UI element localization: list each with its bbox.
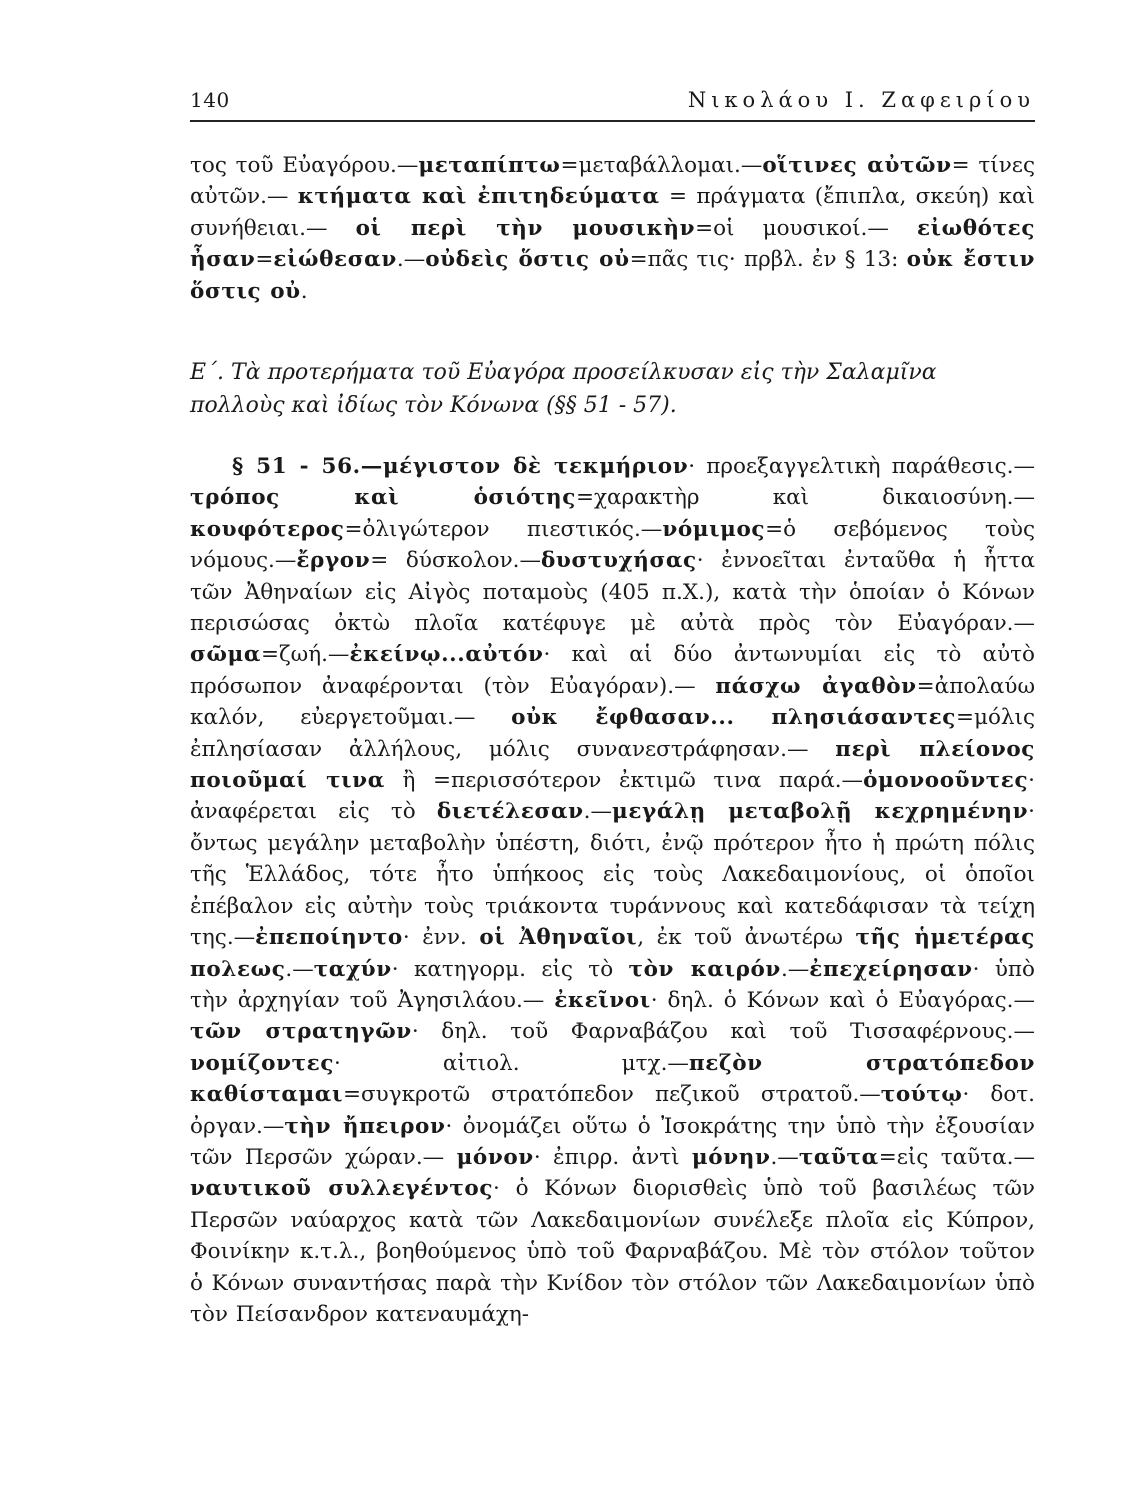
- gloss-text: =χαρακτὴρ καὶ δικαιοσύνη.—: [575, 485, 1035, 511]
- gloss-text: = τίνες αὐτῶν.—: [190, 153, 1035, 210]
- lemma-term: οἱ περὶ τὴν μουσικὴν: [355, 215, 696, 241]
- lemma-term: ἐπεχείρησαν: [809, 956, 973, 982]
- gloss-text: · δοτ. ὀργαν.—: [190, 1082, 1035, 1139]
- lemma-term: διετέλεσαν: [436, 799, 584, 825]
- lemma-term: σῶμα: [190, 642, 262, 668]
- commentary-paragraph-1: [190, 150, 1035, 307]
- lemma-term: τὴν ἤπειρον: [284, 1113, 446, 1139]
- gloss-text: · ὑπὸ τὴν ἀρχηγίαν τοῦ Ἀγησιλάου.—: [190, 956, 1035, 1013]
- gloss-text: · ἐπιρρ. ἀντὶ: [533, 1144, 692, 1170]
- gloss-text: =οἱ μουσικοί.—: [695, 215, 917, 241]
- gloss-text: .: [300, 278, 308, 304]
- gloss-text: =ὀλιγώτερον πιεστικός.—: [344, 516, 663, 542]
- lemma-term: ἐκείνῳ...αὐτόν: [349, 642, 544, 668]
- gloss-text: =πᾶς τις· πρβλ. ἐν § 13:: [629, 247, 907, 273]
- lemma-term: ταῦτα: [798, 1144, 879, 1170]
- gloss-text: · ἀναφέρεται εἰς τὸ: [190, 768, 1035, 825]
- section-title: Ε΄. Τὰ προτερήματα τοῦ Εὐαγόρα προσείλκυσαν εἰς τὴν Σαλαμῖνα πολλοὺς καὶ ἰδίως τὸν Κόνωνα (§§ 51 - 57).: [190, 360, 937, 418]
- lemma-term: οὐδεὶς ὅστις οὐ: [425, 247, 630, 273]
- lemma-term: ὁμονοοῦντες: [863, 768, 1029, 794]
- lemma-term: κουφότερος: [190, 516, 345, 542]
- lemma-term: τῆς ἡμετέρας πολεως: [190, 925, 1035, 982]
- gloss-text: · ὄντως μεγάλην μεταβολὴν ὑπέστη, διότι, ἐνῷ πρότερον ἦτο ἡ πρώτη πόλις τῆς Ἑλλάδος, τότε ἦτο ὑπήκοος εἰς τοὺς Λακεδαιμονίους, οἱ ὁποῖοι ἐπέβαλον εἰς αὐτὴν τοὺς τριάκοντα τυράννους καὶ κατεδάφισαν τὰ τείχη της.—: [190, 799, 1036, 951]
- lemma-term: μεταπίπτω: [418, 153, 561, 178]
- lemma-term: πεζὸν στρατόπεδον καθίσταμαι: [190, 1050, 1035, 1108]
- gloss-text: · ἐννοεῖται ἐνταῦθα ἡ ἧττα τῶν Ἀθηναίων εἰς Αἰγὸς ποταμοὺς (405 π.Χ.), κατὰ τὴν ὁποίαν ὁ Κόνων περισώσας ὀκτὼ πλοῖα κατέφυγε μὲ αὐτὰ πρὸς τὸν Εὐαγόραν.—: [190, 548, 1036, 637]
- lemma-term: νόμιμος: [662, 516, 766, 542]
- gloss-text: =ὁ σεβόμενος τοὺς νόμους.—: [190, 516, 1036, 574]
- commentary-block-1: [190, 150, 1035, 307]
- gloss-text: · δηλ. τοῦ Φαρναβάζου καὶ τοῦ Τισσαφέρνους.—: [411, 1019, 1035, 1045]
- lemma-term: ταχύν: [313, 956, 392, 982]
- gloss-text: · ἐνν.: [402, 925, 480, 951]
- lemma-term: ἐκεῖνοι: [554, 987, 651, 1013]
- gloss-text: = δύσκολον.—: [370, 548, 541, 574]
- lemma-term: δυστυχήσας: [540, 548, 697, 574]
- gloss-text: =ἀπολαύω καλόν, εὐεργετοῦμαι.—: [190, 673, 1036, 731]
- lemma-term: τὸν καιρόν: [628, 956, 781, 982]
- lemma-term: οἱ Ἀθηναῖοι: [479, 925, 638, 951]
- lemma-term: νομίζοντες: [190, 1050, 335, 1076]
- gloss-text: · αἰτιολ. μτχ.—: [334, 1050, 689, 1076]
- gloss-text: =μεταβάλλομαι.—: [560, 153, 763, 178]
- gloss-text: .—: [583, 799, 613, 825]
- gloss-text: =εἰς ταῦτα.—: [878, 1144, 1035, 1170]
- lemma-term: μόνην: [691, 1144, 771, 1170]
- gloss-text: τος τοῦ Εὐαγόρου.—: [190, 153, 419, 178]
- gloss-text: .—: [770, 1144, 799, 1170]
- lemma-term: τούτῳ: [880, 1082, 963, 1108]
- gloss-text: · προεξαγγελτικὴ παράθεσις.—: [688, 454, 1035, 479]
- lemma-term: εἰωθότες ἦσαν: [190, 215, 1036, 273]
- lemma-term: τῶν στρατηγῶν: [190, 1019, 412, 1045]
- lemma-term: πάσχω ἀγαθὸν: [715, 673, 917, 699]
- gloss-text: =συγκροτῶ στρατόπεδον πεζικοῦ στρατοῦ.—: [342, 1082, 881, 1108]
- lemma-term: οὐκ ἔφθασαν... πλησιάσαντες: [511, 705, 956, 731]
- lemma-term: οὐκ ἔστιν ὅστις οὐ: [190, 247, 1036, 304]
- page-header: [190, 88, 1035, 122]
- gloss-text: · ὁ Κόνων διορισθεὶς ὑπὸ τοῦ βασιλέως τῶν Περσῶν ναύαρχος κατὰ τῶν Λακεδαιμονίων συνέλεξε πλοῖα εἰς Κύπρον, Φοινίκην κ.τ.λ., βοηθούμενος ὑπὸ τοῦ Φαρναβάζου. Μὲ τὸν στόλον τοῦτον ὁ Κόνων συναντήσας παρὰ τὴν Κνίδον τὸν στόλον τῶν Λακεδαιμονίων ὑπὸ τὸν Πείσανδρον κατεναυμάχη-: [190, 1176, 1035, 1327]
- gloss-text: .—: [285, 956, 314, 982]
- lemma-term: ναυτικοῦ συλλεγέντος: [190, 1176, 494, 1202]
- gloss-text: · καὶ αἱ δύο ἀντωνυμίαι εἰς τὸ αὐτὸ πρόσωπον ἀναφέρονται (τὸν Εὐαγόραν).—: [190, 642, 1035, 699]
- lemma-term: τρόπος καὶ ὁσιότης: [190, 485, 576, 511]
- gloss-text: =ζωή.—: [261, 642, 350, 668]
- gloss-text: · ὀνομάζει οὕτω ὁ Ἰσοκράτης την ὑπὸ τὴν ἐξουσίαν τῶν Περσῶν χώραν.—: [190, 1113, 1035, 1170]
- lemma-term: μόνον: [456, 1144, 534, 1170]
- running-head: Νικολάου Ι. Ζαφειρίου: [687, 88, 1035, 112]
- gloss-text: · κατηγορμ. εἰς τὸ: [391, 956, 629, 982]
- lemma-term: περὶ πλείονος ποιοῦμαί τινα: [190, 736, 1035, 794]
- gloss-text: .—: [396, 247, 426, 273]
- lemma-term: ἔργον: [296, 548, 371, 574]
- gloss-text: = πράγματα (ἔπιπλα, σκεύη) καὶ συνήθειαι.—: [190, 184, 1035, 241]
- lemma-term: μεγάλῃ μεταβολῇ κεχρημένην: [612, 799, 1029, 825]
- lemma-term: εἰώθεσαν: [273, 247, 397, 273]
- gloss-text: .—: [780, 956, 810, 982]
- page-number: 140: [190, 88, 230, 112]
- lemma-term: § 51 - 56.—μέγιστον δὲ τεκμήριον: [232, 454, 689, 479]
- gloss-text: =: [255, 247, 274, 273]
- gloss-text: ἢ =περισσότερον ἐκτιμῶ τινα παρά.—: [384, 768, 864, 794]
- commentary-block-2: [190, 451, 1035, 1330]
- lemma-term: κτήματα καὶ ἐπιτηδεύματα: [297, 184, 660, 210]
- lemma-term: οἵτινες αὐτῶν: [762, 153, 952, 178]
- gloss-text: · δηλ. ὁ Κόνων καὶ ὁ Εὐαγόρας.—: [650, 987, 1035, 1013]
- lemma-term: ἐπεποίηντο: [255, 925, 403, 951]
- gloss-text: , ἐκ τοῦ ἀνωτέρω: [637, 925, 856, 951]
- commentary-paragraph-2: [190, 451, 1035, 1330]
- gloss-text: =μόλις ἐπλησίασαν ἀλλήλους, μόλις συνανεστράφησαν.—: [190, 705, 1035, 762]
